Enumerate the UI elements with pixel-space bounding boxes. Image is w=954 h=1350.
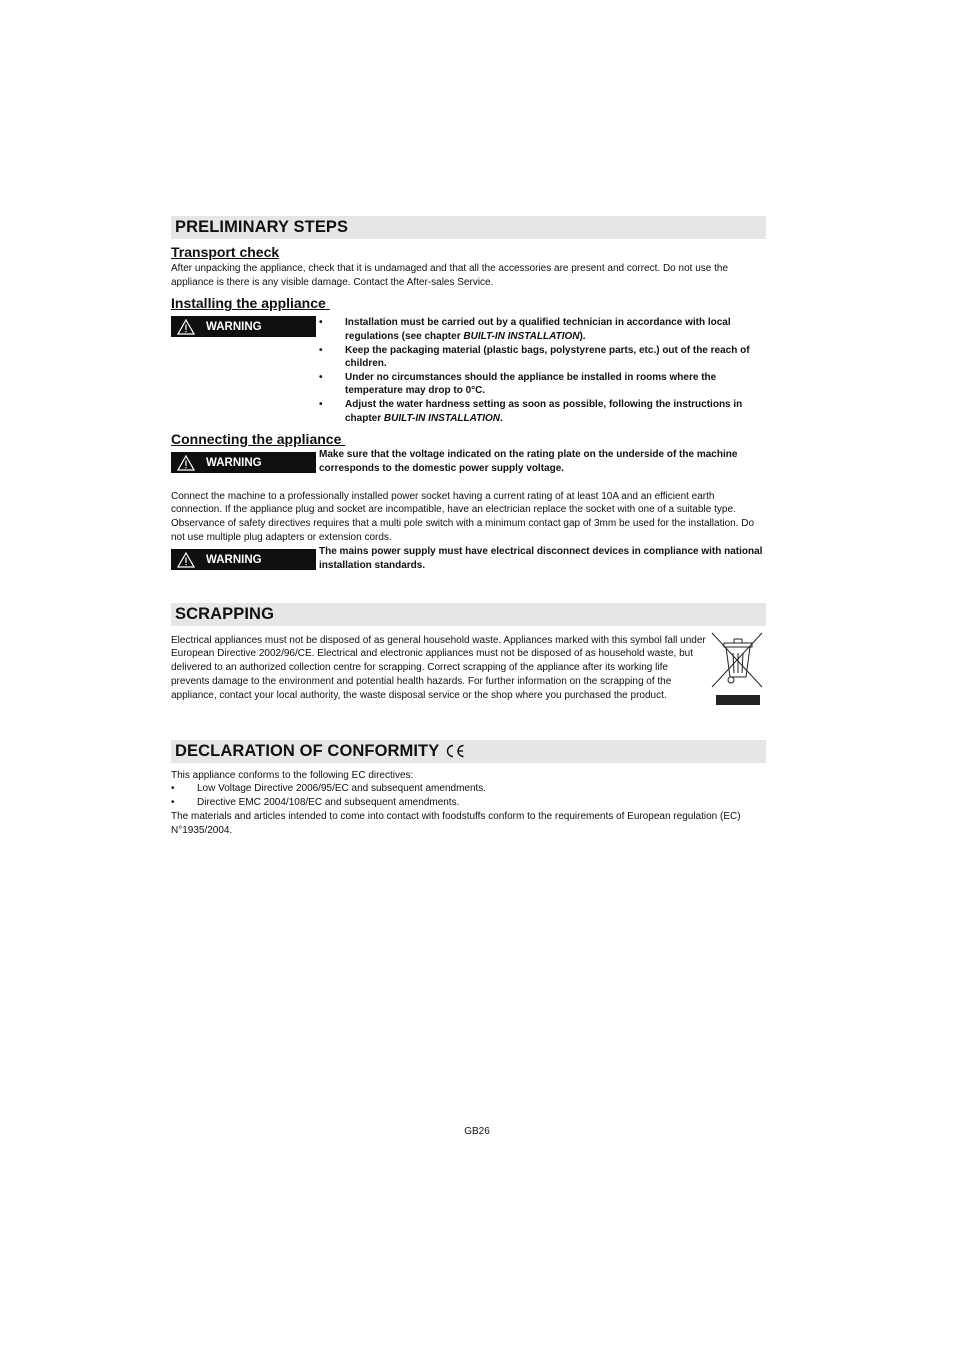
list-item: • Keep the packaging material (plastic bags, polystyrene parts, etc.) out of the reach of children. (319, 344, 750, 370)
conformity-header (171, 740, 766, 763)
scrapping-header (171, 603, 766, 626)
weee-crossed-bin-icon (710, 631, 766, 716)
warning-box (171, 549, 316, 570)
warning-triangle-icon (171, 552, 201, 568)
connecting-heading: Connecting the appliance (171, 431, 342, 448)
conformity-closing: The materials and articles intended to come into contact with foodstuffs conform to the requirements of European regulation (EC) N°1935/2004. (171, 810, 741, 836)
warning-label: WARNING (206, 456, 262, 469)
transport-check-heading: Transport check (171, 244, 280, 260)
connect-text: Connect the machine to a professionally installed power socket having a current rating of at least 10A and an efficient earth connection. If the appliance plug and socket are incompatible, have an electrician replace the socket with one of a suitable type. Observance of safety directives requires that a multi pole switch with a minimum contact gap of 3mm be used for the installation. Do not use multiple plug adapters or extension cords. (171, 490, 755, 543)
ce-mark-icon (445, 744, 465, 758)
preliminary-steps-title: PRELIMINARY STEPS (175, 218, 349, 236)
warning-label: WARNING (206, 320, 262, 333)
page-number: GB26 (464, 1126, 490, 1137)
warning-label: WARNING (206, 553, 262, 566)
list-item: • Under no circumstances should the appliance be installed in rooms where the temperature may drop to 0°C. (319, 371, 717, 397)
list-item: • Low Voltage Directive 2006/95/EC and subsequent amendments. (171, 783, 487, 795)
list-item: • Adjust the water hardness setting as soon as possible, following the instructions in chapter BUILT-IN INSTALLATION. (319, 398, 743, 424)
warning-box (171, 316, 316, 337)
conformity-title: DECLARATION OF CONFORMITY (175, 741, 440, 760)
warning-triangle-icon (171, 319, 201, 335)
connect-warning-2 (171, 546, 766, 582)
preliminary-steps-header (171, 216, 766, 239)
installing-heading: Installing the appliance (171, 295, 326, 312)
connect-warning-1 (171, 449, 766, 485)
scrapping-text: Electrical appliances must not be disposed of as general household waste. Appliances marked with this symbol fall under European Directive 2002/96/CE. Electrical and electronic appliances must not be disposed of as household waste, but delivered to an authorized collection centre for scrapping. Correct scrapping of the appliance after its working life prevents damage to the environment and potential health hazards. For further information on the scrapping of the appliance, contact your local authority, the waste disposal service or the shop where you purchased the product. (171, 634, 706, 701)
connect-warning-2-text: The mains power supply must have electrical disconnect devices in compliance with national installation standards. (319, 546, 763, 572)
scrapping-title: SCRAPPING (175, 604, 274, 623)
conformity-directive-list (171, 782, 766, 809)
transport-check-text: After unpacking the appliance, check that it is undamaged and that all the accessories are present and correct. Do not use the appliance is there is any visible damage. Contact the After-sales Service. (171, 263, 729, 288)
install-bullet-list (319, 316, 764, 425)
list-item: • Directive EMC 2004/108/EC and subsequent amendments. (171, 797, 460, 809)
scrapping-body (171, 634, 766, 716)
list-item: • Installation must be carried out by a qualified technician in accordance with local regulations (see chapter BUILT-IN INSTALLATION). (319, 317, 731, 342)
install-warning (171, 316, 766, 425)
page-content (171, 216, 766, 837)
warning-triangle-icon (171, 455, 201, 471)
warning-box (171, 452, 316, 473)
conformity-intro: This appliance conforms to the following EC directives: (171, 769, 414, 781)
connect-warning-1-text: Make sure that the voltage indicated on the rating plate on the underside of the machine corresponds to the domestic power supply voltage. (319, 449, 738, 474)
